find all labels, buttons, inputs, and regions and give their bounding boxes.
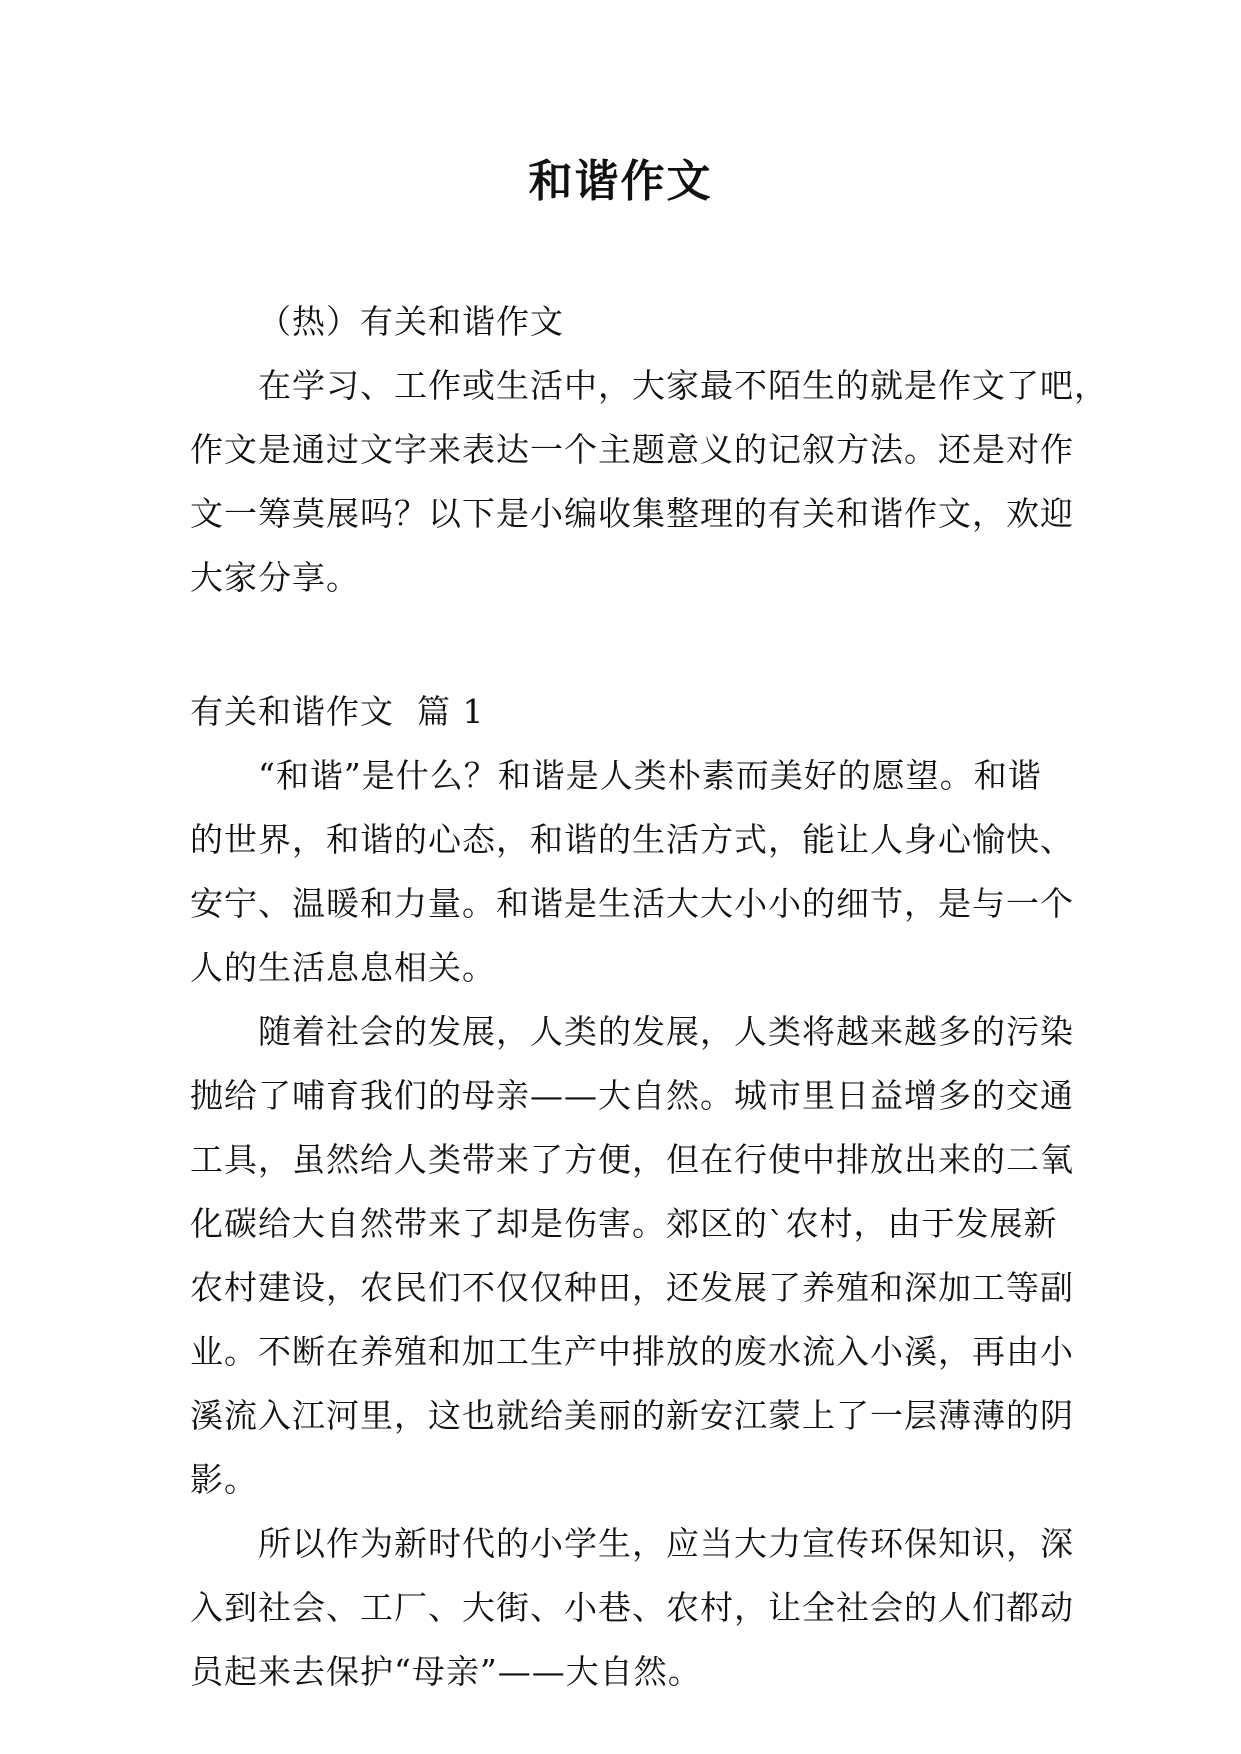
paragraph-line: 业。不断在养殖和加工生产中排放的废水流入小溪，再由小	[190, 1332, 1074, 1371]
paragraph-2	[190, 1000, 1074, 1512]
paragraph-line: 所以作为新时代的小学生，应当大力宣传环保知识，深	[258, 1524, 1074, 1563]
paragraph-line: 员起来去保护“母亲”——大自然。	[190, 1652, 702, 1691]
paragraph-line: 大家分享。	[190, 558, 360, 597]
page-title: 和谐作文	[528, 156, 713, 207]
paragraph-line: 农村建设，农民们不仅仅种田，还发展了养殖和深加工等副	[190, 1268, 1074, 1307]
paragraph-line: 抛给了哺育我们的母亲——大自然。城市里日益增多的交通	[190, 1076, 1074, 1115]
paragraph-1	[190, 744, 1074, 1000]
paragraph-line: 在学习、工作或生活中，大家最不陌生的就是作文了吧，	[258, 366, 1108, 405]
document-body	[190, 290, 1108, 1704]
paragraph-line: 安宁、温暖和力量。和谐是生活大大小小的细节，是与一个	[190, 884, 1074, 923]
paragraph-line: 工具，虽然给人类带来了方便，但在行使中排放出来的二氧	[190, 1140, 1074, 1179]
paragraph-line: 影。	[190, 1460, 258, 1499]
paragraph-line: 的世界，和谐的心态，和谐的生活方式，能让人身心愉快、	[190, 820, 1074, 859]
section-gap	[190, 610, 1060, 680]
paragraph-line: 入到社会、工厂、大街、小巷、农村，让全社会的人们都动	[190, 1588, 1074, 1627]
paragraph-line: 溪流入江河里，这也就给美丽的新安江蒙上了一层薄薄的阴	[190, 1396, 1074, 1435]
paragraph-line: 人的生活息息相关。	[190, 948, 496, 987]
intro-heading: （热）有关和谐作文	[258, 302, 564, 341]
paragraph-line: 文一筹莫展吗？以下是小编收集整理的有关和谐作文，欢迎	[190, 494, 1074, 533]
paragraph-line: 随着社会的发展，人类的发展，人类将越来越多的污染	[258, 1012, 1074, 1051]
paragraph-line: 作文是通过文字来表达一个主题意义的记叙方法。还是对作	[190, 430, 1074, 469]
intro-paragraph	[190, 354, 1108, 610]
paragraph-line: “和谐”是什么？和谐是人类朴素而美好的愿望。和谐	[258, 756, 1042, 795]
paragraph-line: 化碳给大自然带来了却是伤害。郊区的`农村，由于发展新	[190, 1204, 1058, 1243]
section-heading: 有关和谐作文 篇 1	[190, 692, 485, 731]
paragraph-3	[190, 1512, 1074, 1704]
